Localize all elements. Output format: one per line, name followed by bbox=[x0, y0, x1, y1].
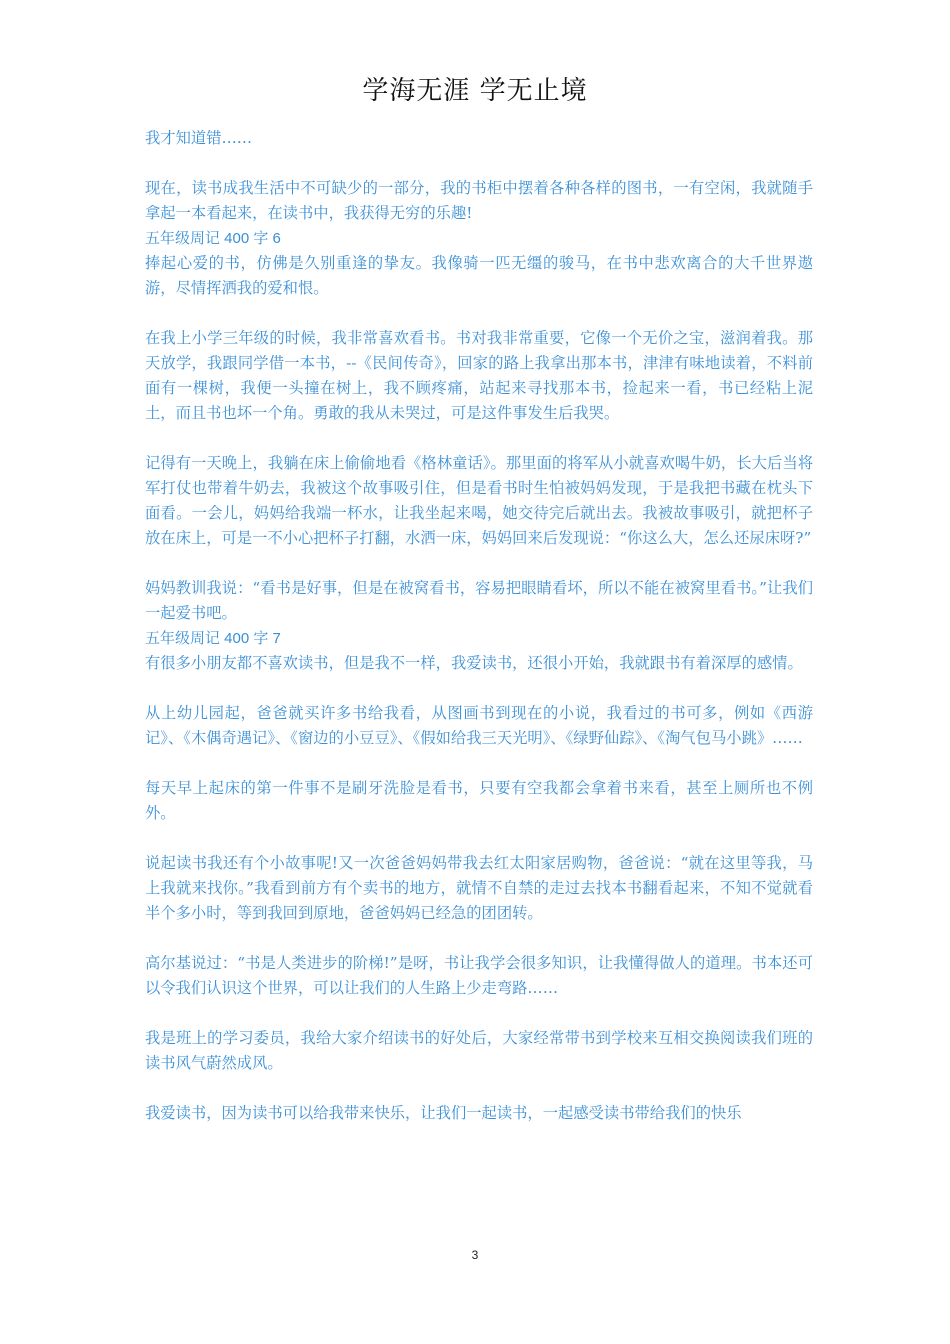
paragraph: 我是班上的学习委员，我给大家介绍读书的好处后，大家经常带书到学校来互相交换阅读我们班的读书风气蔚然成风。 bbox=[145, 1029, 813, 1072]
paragraph: 在我上小学三年级的时候，我非常喜欢看书。书对我非常重要，它像一个无价之宝，滋润着我。那天放学，我跟同学借一本书，--《民间传奇》，回家的路上我拿出那本书，津津有味地读着，不料前面有一棵树，我便一头撞在树上，我不顾疼痛，站起来寻找那本书，捡起来一看，书已经粘上泥土，而且书也坏一个角。勇敢的我从未哭过，可是这件事发生后我哭。 bbox=[145, 329, 813, 422]
paragraph: 我才知道错…… bbox=[145, 129, 253, 147]
paragraph: 高尔基说过：“书是人类进步的阶梯!”是呀，书让我学会很多知识，让我懂得做人的道理。书本还可以令我们认识这个世界，可以让我们的人生路上少走弯路…… bbox=[145, 954, 813, 997]
paragraph: 从上幼儿园起，爸爸就买许多书给我看，从图画书到现在的小说，我看过的书可多，例如《西游记》、《木偶奇遇记》、《窗边的小豆豆》、《假如给我三天光明》、《绿野仙踪》、《淘气包马小跳》…… bbox=[145, 704, 813, 747]
section-heading: 五年级周记 400 字 6 bbox=[145, 230, 281, 247]
page-header-title: 学海无涯 学无止境 bbox=[362, 76, 588, 106]
document-body bbox=[145, 126, 813, 1126]
paragraph: 现在，读书成我生活中不可缺少的一部分，我的书柜中摆着各种各样的图书，一有空闲，我就随手拿起一本看起来，在读书中，我获得无穷的乐趣! bbox=[145, 179, 813, 222]
paragraph: 说起读书我还有个小故事呢!又一次爸爸妈妈带我去红太阳家居购物，爸爸说：“就在这里等我，马上我就来找你。”我看到前方有个卖书的地方，就情不自禁的走过去找本书翻看起来，不知不觉就看半个多小时，等到我回到原地，爸爸妈妈已经急的团团转。 bbox=[145, 854, 813, 922]
paragraph: 记得有一天晚上，我躺在床上偷偷地看《格林童话》。那里面的将军从小就喜欢喝牛奶，长大后当将军打仗也带着牛奶去，我被这个故事吸引住，但是看书时生怕被妈妈发现，于是我把书藏在枕头下面看。一会儿，妈妈给我端一杯水，让我坐起来喝，她交待完后就出去。我被故事吸引，就把杯子放在床上，可是一不小心把杯子打翻，水洒一床，妈妈回来后发现说：“你这么大，怎么还尿床呀?” bbox=[145, 454, 813, 547]
paragraph: 每天早上起床的第一件事不是刷牙洗脸是看书，只要有空我都会拿着书来看，甚至上厕所也不例外。 bbox=[145, 779, 813, 822]
paragraph: 妈妈教训我说：“看书是好事，但是在被窝看书，容易把眼睛看坏，所以不能在被窝里看书。”让我们一起爱书吧。 bbox=[145, 579, 813, 622]
section-heading: 五年级周记 400 字 7 bbox=[145, 630, 281, 647]
paragraph: 捧起心爱的书，仿佛是久别重逢的挚友。我像骑一匹无缰的骏马，在书中悲欢离合的大千世界遨游，尽情挥洒我的爱和恨。 bbox=[145, 254, 813, 297]
paragraph: 有很多小朋友都不喜欢读书，但是我不一样，我爱读书，还很小开始，我就跟书有着深厚的感情。 bbox=[145, 654, 803, 672]
page-number: 3 bbox=[471, 1248, 479, 1262]
paragraph: 我爱读书，因为读书可以给我带来快乐，让我们一起读书，一起感受读书带给我们的快乐 bbox=[145, 1104, 742, 1122]
